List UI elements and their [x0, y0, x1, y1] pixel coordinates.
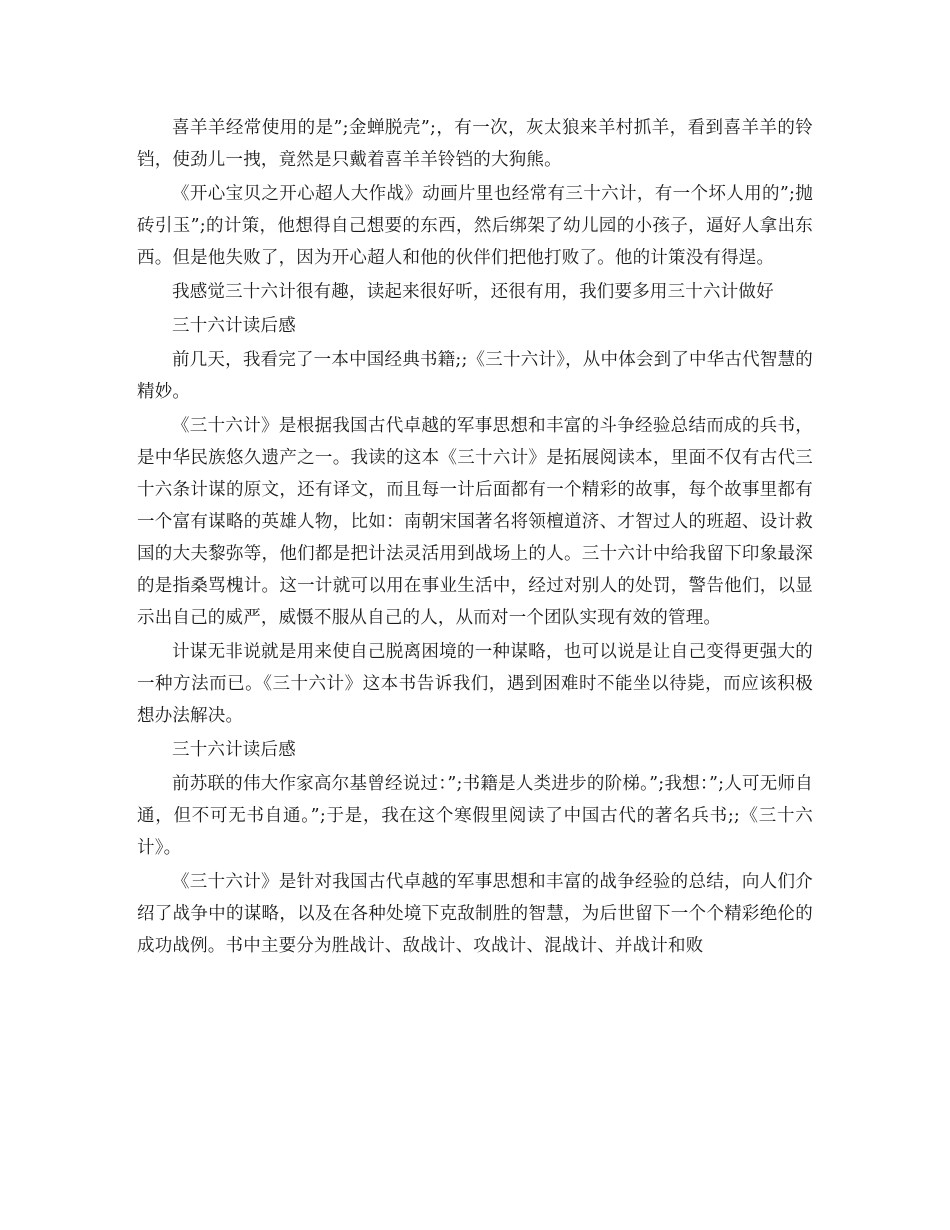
paragraph-1: 喜羊羊经常使用的是”;金蝉脱壳”;，有一次，灰太狼来羊村抓羊，看到喜羊羊的铃铛，使劲儿一拽，竟然是只戴着喜羊羊铃铛的大狗熊。: [137, 118, 813, 170]
paragraph-8: 《三十六计》是针对我国古代卓越的军事思想和丰富的战争经验的总结，向人们介绍了战争中的谋略，以及在各种处境下克敌制胜的智慧，为后世留下一个个精彩绝伦的成功战例。书中主要分为胜战计、敌战计、攻战计、混战计、并战计和败: [137, 872, 813, 956]
paragraph-6: 计谋无非说就是用来使自己脱离困境的一种谋略，也可以说是让自己变得更强大的一种方法而已。《三十六计》这本书告诉我们，遇到困难时不能坐以待毙，而应该积极想办法解决。: [137, 642, 813, 726]
section-heading-2: 三十六计读后感: [172, 740, 296, 760]
paragraph-4: 前几天，我看完了一本中国经典书籍;;《三十六计》，从中体会到了中华古代智慧的精妙。: [137, 350, 813, 402]
paragraph-3: 我感觉三十六计很有趣，读起来很好听，还很有用，我们要多用三十六计做好: [172, 282, 774, 302]
document-body: [137, 112, 813, 964]
paragraph-7: 前苏联的伟大作家高尔基曾经说过：”;书籍是人类进步的阶梯。”;我想：”;人可无师自通，但不可无书自通。”;于是，我在这个寒假里阅读了中国古代的著名兵书;;《三十六计》。: [137, 774, 813, 858]
paragraph-2: 《开心宝贝之开心超人大作战》动画片里也经常有三十六计，有一个坏人用的”;抛砖引玉”;的计策，他想得自己想要的东西，然后绑架了幼儿园的小孩子，逼好人拿出东西。但是他失败了，因为开心超人和他的伙伴们把他打败了。他的计策没有得逞。: [137, 184, 813, 268]
paragraph-5: 《三十六计》是根据我国古代卓越的军事思想和丰富的斗争经验总结而成的兵书，是中华民族悠久遗产之一。我读的这本《三十六计》是拓展阅读本，里面不仅有古代三十六条计谋的原文，还有译文，而且每一计后面都有一个精彩的故事，每个故事里都有一个富有谋略的英雄人物，比如：南朝宋国著名将领檀道济、才智过人的班超、设计救国的大夫黎弥等，他们都是把计法灵活用到战场上的人。三十六计中给我留下印象最深的是指桑骂槐计。这一计就可以用在事业生活中，经过对别人的处罚，警告他们，以显示出自己的威严，威慑不服从自己的人，从而对一个团队实现有效的管理。: [137, 416, 813, 628]
section-heading-1: 三十六计读后感: [172, 316, 296, 336]
